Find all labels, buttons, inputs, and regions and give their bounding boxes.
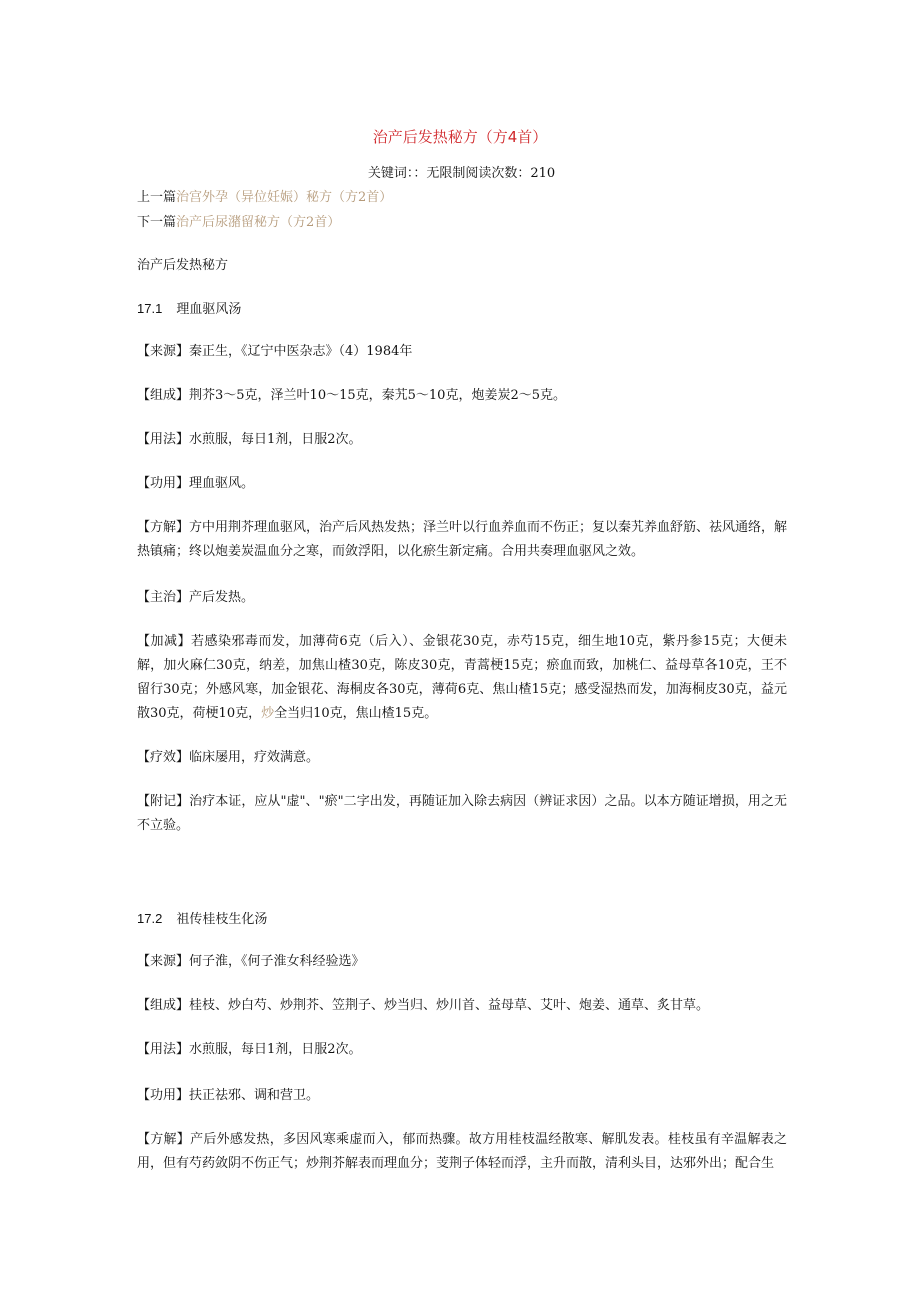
prev-article-link[interactable]: 治宫外孕（异位妊娠）秘方（方2首） [176,190,393,205]
usage-paragraph: 【用法】水煎服，每日1剂，日服2次。 [137,432,362,447]
effect-paragraph: 【功用】扶正祛邪、调和营卫。 [137,1088,320,1103]
modification-accent: 炒 [261,706,275,721]
section-heading-17-2 [137,908,267,927]
modification-text-b: 全当归10克，焦山楂15克。 [274,706,438,721]
efficacy-paragraph: 【疗效】临床屡用，疗效满意。 [137,750,320,765]
section-name: 理血驱风汤 [176,302,242,317]
modification-paragraph [137,630,787,726]
next-article-link[interactable]: 治产后尿潴留秘方（方2首） [176,215,341,230]
indication-paragraph: 【主治】产后发热。 [137,590,255,605]
section-name: 祖传桂枝生化汤 [176,912,268,927]
page-title: 治产后发热秘方（方4首） [372,128,548,146]
section-number: 17.2 [137,911,163,926]
next-label: 下一篇 [137,215,177,230]
prev-article [137,186,392,205]
composition-paragraph: 【组成】荆芥3～5克，泽兰叶10～15克，秦艽5～10克，炮姜炭2～5克。 [137,388,566,403]
usage-paragraph: 【用法】水煎服，每日1剂，日服2次。 [137,1042,362,1057]
composition-paragraph: 【组成】桂枝、炒白芍、炒荆芥、笠荆子、炒当归、炒川首、益母草、艾叶、炮姜、通草、炙甘草。 [137,998,710,1013]
article-heading: 治产后发热秘方 [137,258,229,273]
section-heading-17-1 [137,298,241,317]
effect-paragraph: 【功用】理血驱风。 [137,476,255,491]
explanation-paragraph: 【方解】产后外感发热，多因风寒乘虚而入，郁而热骤。故方用桂枝温经散寒、解肌发表。桂枝虽有辛温解表之用，但有芍药敛阴不伤正气；炒荆芥解表而理血分；芰荆子体轻而浮，主升而散，清利头目，达邪外出；配合生 [137,1132,787,1171]
section-number: 17.1 [137,301,163,316]
prev-label: 上一篇 [137,190,177,205]
source-paragraph: 【来源】何子淮，《何子淮女科经验选》 [137,954,365,969]
explanation-paragraph: 【方解】方中用荆芥理血驱风，治产后风热发热；泽兰叶以行血养血而不伤正；复以秦艽养血舒筋、祛风通络，解热镇痛；终以炮姜炭温血分之寒，而敛浮阳，以化瘀生新定痛。合用共奏理血驱风之效。 [137,520,788,559]
source-paragraph: 【来源】秦正生，《辽宁中医杂志》（4）1984年 [137,344,413,359]
next-article [137,211,340,230]
modification-text-a: 【加减】若感染邪毒而发，加薄荷6克（后入）、金银花30克，赤芍15克，细生地10克，紫丹参15克；大便未解，加火麻仁30克，纳差，加焦山楂30克，陈皮30克，青蒿梗15克；瘀血而致，加桃仁、益母草各10克，王不留行30克；外感风寒，加金银花、海桐皮各30克，薄荷6克、焦山楂15克；感受湿热而发，加海桐皮30克，益元散30克，荷梗10克， [137,634,787,721]
note-paragraph: 【附记】治疗本证，应从"虚"、"瘀"二字出发，再随证加入除去病因（辨证求因）之品。以本方随证增损，用之无不立验。 [137,794,787,833]
meta-line: 关键词：：无限制阅读次数：210 [367,166,556,181]
